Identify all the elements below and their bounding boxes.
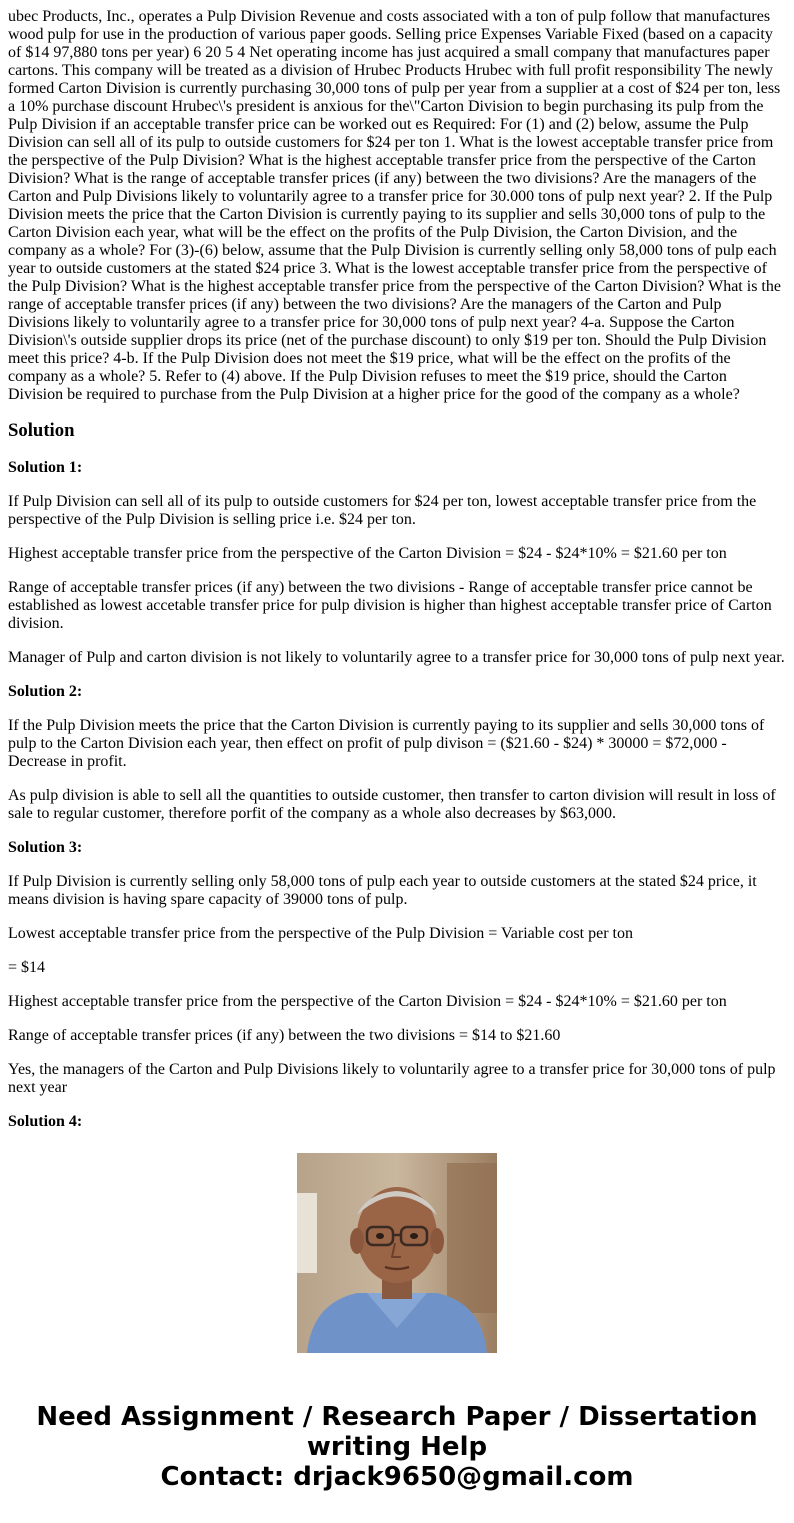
solution-3-paragraph: If Pulp Division is currently selling only 58,000 tons of pulp each year to outside customers at the stated $24 price, it means division is having spare capacity of 39000 tons of pulp. [8,873,757,908]
avatar [297,1153,497,1353]
solution-3-paragraph: Yes, the managers of the Carton and Pulp Divisions likely to voluntarily agree to a transfer price for 30,000 tons of pulp next year [8,1061,776,1096]
question-text: ubec Products, Inc., operates a Pulp Division Revenue and costs associated with a ton of pulp follow that manufactures wood pulp for use in the production of various paper goods. Selling price Expenses Variable Fixed (based on a capacity of $14 97,880 tons per year) 6 20 5 4 Net operating income has just acquired a small company that manufactures paper cartons. This company will be treated as a division of Hrubec Products Hrubec with full profit responsibility The newly formed Carton Division is currently purchasing 30,000 tons of pulp per year from a supplier at a cost of $24 per ton, less a 10% purchase discount Hrubec\'s president is anxious for the\"Carton Division to begin purchasing its pulp from the Pulp Division if an acceptable transfer price can be worked out es Required: For (1) and (2) below, assume the Pulp Division can sell all of its pulp to outside customers for $24 per ton 1. What is the lowest acceptable transfer price from the perspective of the Pulp Division? What is the highest acceptable transfer price from the perspective of the Carton Division? What is the range of acceptable transfer prices (if any) between the two divisions? Are the managers of the Carton and Pulp Divisions likely to voluntarily agree to a transfer price for 30.000 tons of pulp next year? 2. If the Pulp Division meets the price that the Carton Division is currently paying to its supplier and sells 30,000 tons of pulp to the Carton Division each year, what will be the effect on the profits of the Pulp Division, the Carton Division, and the company as a whole? For (3)-(6) below, assume that the Pulp Division is currently selling only 58,000 tons of pulp each year to outside customers at the stated $24 price 3. What is the lowest acceptable transfer price from the perspective of the Pulp Division? What is the highest acceptable transfer price from the perspective of the Carton Division? What is the range of acceptable transfer prices (if any) between the two divisions? Are the managers of the Carton and Pulp Divisions likely to voluntarily agree to a transfer price for 30,000 tons of pulp next year? 4-a. Suppose the Carton Division\'s outside supplier drops its price (net of the purchase discount) to only $19 per ton. Should the Pulp Division meet this price? 4-b. If the Pulp Division does not meet the $19 price, what will be the effect on the profits of the company as a whole? 5. Refer to (4) above. If the Pulp Division refuses to meet the $19 price, should the Carton Division be required to purchase from the Pulp Division at a higher price for the good of the company as a whole? [8,8,781,403]
solution-2-heading: Solution 2: [8,683,83,700]
solution-3-paragraph: = $14 [8,959,46,976]
solution-title: Solution [8,420,75,441]
solution-3-heading: Solution 3: [8,839,83,856]
solution-3-paragraph: Lowest acceptable transfer price from the perspective of the Pulp Division = Variable cost per ton [8,925,633,942]
footer-help-text: Need Assignment / Research Paper / Dissertation writing Help [36,1402,758,1462]
solution-3-paragraph: Highest acceptable transfer price from the perspective of the Carton Division = $24 - $24*10% = $21.60 per ton [8,993,727,1010]
solution-4-heading: Solution 4: [8,1113,83,1130]
solution-1-paragraph: If Pulp Division can sell all of its pulp to outside customers for $24 per ton, lowest acceptable transfer price from the perspective of the Pulp Division is selling price i.e. $24 per ton. [8,493,757,528]
solution-1-paragraph: Manager of Pulp and carton division is not likely to voluntarily agree to a transfer price for 30,000 tons of pulp next year. [8,649,785,666]
solution-3-paragraph: Range of acceptable transfer prices (if any) between the two divisions = $14 to $21.60 [8,1027,561,1044]
tutor-photo [297,1153,497,1353]
solution-1-paragraph: Highest acceptable transfer price from the perspective of the Carton Division = $24 - $24*10% = $21.60 per ton [8,545,727,562]
footer-contact-text: Contact: drjack9650@gmail.com [160,1462,634,1492]
solution-2-paragraph: As pulp division is able to sell all the quantities to outside customer, then transfer to carton division will result in loss of sale to regular customer, therefore porfit of the company as a whole also decreases by $63,000. [8,787,776,822]
footer-banner [0,1402,794,1492]
solution-1-heading: Solution 1: [8,459,83,476]
solution-2-paragraph: If the Pulp Division meets the price that the Carton Division is currently paying to its supplier and sells 30,000 tons of pulp to the Carton Division each year, then effect on profit of pulp divison = ($21.60 - $24) * 30000 = $72,000 - Decrease in profit. [8,717,765,770]
solution-1-paragraph: Range of acceptable transfer prices (if any) between the two divisions - Range of acceptable transfer price cannot be established as lowest accetable transfer price for pulp division is higher than highest acceptable transfer price of Carton division. [8,579,772,632]
document-body [8,8,786,1130]
